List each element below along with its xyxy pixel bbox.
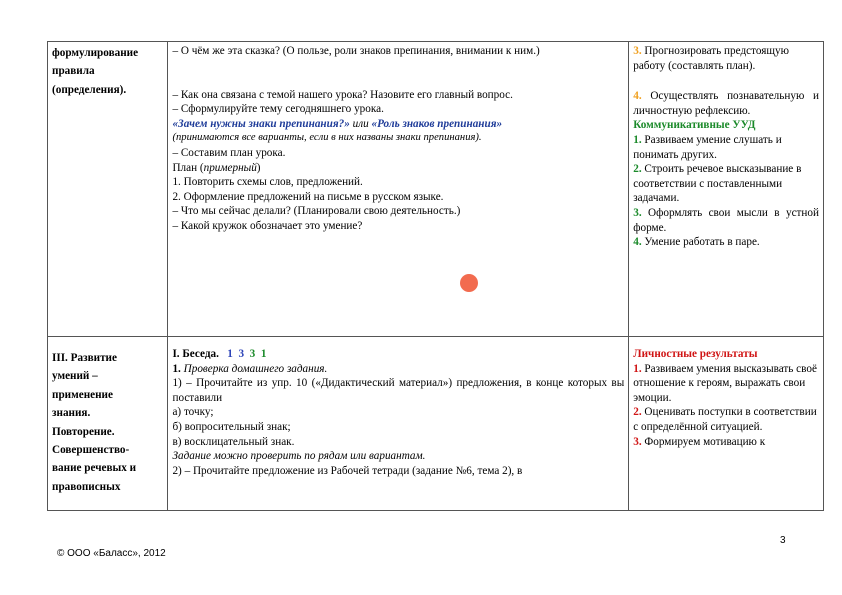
table-row [48, 337, 824, 511]
uud-heading: Коммуникативные УУД [633, 119, 756, 132]
item-text: Формируем мотивацию к [641, 435, 766, 448]
item-text: Строить речевое высказывание в соответствии с поставленными задачами. [633, 163, 802, 205]
stage-text: правила [52, 65, 95, 78]
item-text: Оценивать поступки в соответствии с определённой ситуацией. [633, 406, 817, 433]
accept-note: (принимаются все варианты, если в них названы знаки препинания). [172, 132, 482, 144]
table-row [48, 42, 824, 337]
orange-circle-marker [460, 274, 478, 292]
question-text: – Какой кружок обозначает это умение? [172, 219, 363, 232]
task-text: 1) – Прочитайте из упр. 10 («Дидактический материал») предложения, в конце которых вы поставили [172, 377, 625, 404]
uud-item [633, 44, 819, 73]
option-b: б) вопросительный знак; [172, 420, 291, 433]
item-text: Осуществлять познавательную и личностную рефлексию. [633, 90, 819, 117]
theme-variant-b: «Роль знаков препинания» [371, 117, 503, 130]
stage-text: правописных [52, 480, 121, 493]
result-item [633, 405, 819, 434]
circle-number: 1 [260, 348, 267, 360]
results-heading: Личностные результаты [633, 348, 758, 360]
item-text: Прогнозировать предстоящую работу (составлять план). [633, 45, 789, 72]
stage-text: умений – [52, 370, 98, 383]
theme-or: или [349, 117, 372, 130]
content-cell [168, 42, 629, 337]
option-c: в) восклицательный знак. [172, 435, 295, 448]
theme-variant-a: «Зачем нужны знаки препинания?» [172, 117, 350, 130]
uud-item [633, 206, 819, 235]
circle-number: 3 [249, 348, 256, 360]
stage-cell [48, 42, 168, 337]
uud-item [633, 235, 819, 250]
plan-item: 2. Оформление предложений на письме в русском языке. [172, 190, 444, 203]
item-number: 3. [633, 45, 642, 57]
conversation-title-line [172, 347, 624, 362]
item-number: 2. [633, 406, 642, 419]
item-number: 1. [633, 362, 642, 375]
lesson-table [47, 41, 824, 511]
uud-item [633, 133, 819, 162]
stage-text: (определения). [52, 83, 127, 96]
item-text: Оформлять свои мысли в устной форме. [633, 206, 819, 234]
result-item [633, 362, 819, 406]
plan-item: 1. Повторить схемы слов, предложений. [172, 176, 363, 189]
option-a: а) точку; [172, 406, 214, 419]
item-number: 4. [633, 90, 642, 103]
theme-line [172, 117, 624, 132]
item-text: Развиваем умение слушать и понимать других. [633, 133, 782, 161]
item-number: 4. [633, 236, 642, 249]
plan-label [172, 161, 624, 176]
check-note: Задание можно проверить по рядам или вариантам. [172, 450, 426, 463]
page-number: 3 [780, 535, 786, 546]
item-text: Умение работать в паре. [641, 236, 760, 249]
stage-text: знания. [52, 407, 91, 420]
item-text: Развиваем умения высказывать своё отношение к героям, выражать свои эмоции. [633, 362, 817, 404]
item-number: 1. [633, 133, 642, 146]
stage-text: Повторение. [52, 425, 115, 438]
result-item [633, 435, 819, 450]
stage-text: вание речевых и [52, 462, 137, 475]
plan-label-italic: примерный [203, 161, 257, 174]
stage-text: Совершенство- [52, 444, 130, 457]
item-number: 3. [633, 206, 642, 219]
uud-item [633, 89, 819, 118]
plan-intro: – Составим план урока. [172, 146, 286, 159]
question-text: – О чём же эта сказка? (О пользе, роли знаков препинания, внимании к ним.) [172, 45, 540, 57]
item-number: 2. [633, 163, 642, 176]
question-text: – Как она связана с темой нашего урока? Назовите его главный вопрос. [172, 88, 513, 101]
question-text: – Сформулируйте тему сегодняшнего урока. [172, 103, 384, 116]
content-cell [168, 337, 629, 511]
results-cell [629, 337, 824, 511]
conversation-title: I. Беседа. [172, 348, 219, 360]
circle-number: 1 [227, 348, 233, 360]
stage-text: формулирование [52, 47, 139, 59]
plan-label-end: ) [256, 161, 261, 174]
task-text: 2) – Прочитайте предложение из Рабочей тетради (задание №6, тема 2), в [172, 464, 523, 477]
uud-cell [629, 42, 824, 337]
question-text: – Что мы сейчас делали? (Планировали свою деятельность.) [172, 205, 461, 218]
check-line [172, 362, 624, 377]
stage-text: применение [52, 388, 113, 401]
stage-text: III. Развитие [52, 352, 117, 364]
copyright-footer: © ООО «Баласс», 2012 [57, 548, 166, 559]
stage-cell [48, 337, 168, 511]
circle-number: 3 [238, 348, 245, 360]
uud-item [633, 162, 819, 206]
check-number: 1. [172, 362, 181, 375]
plan-label-text: План ( [172, 161, 204, 174]
check-text: Проверка домашнего задания. [180, 362, 328, 375]
item-number: 3. [633, 435, 642, 448]
